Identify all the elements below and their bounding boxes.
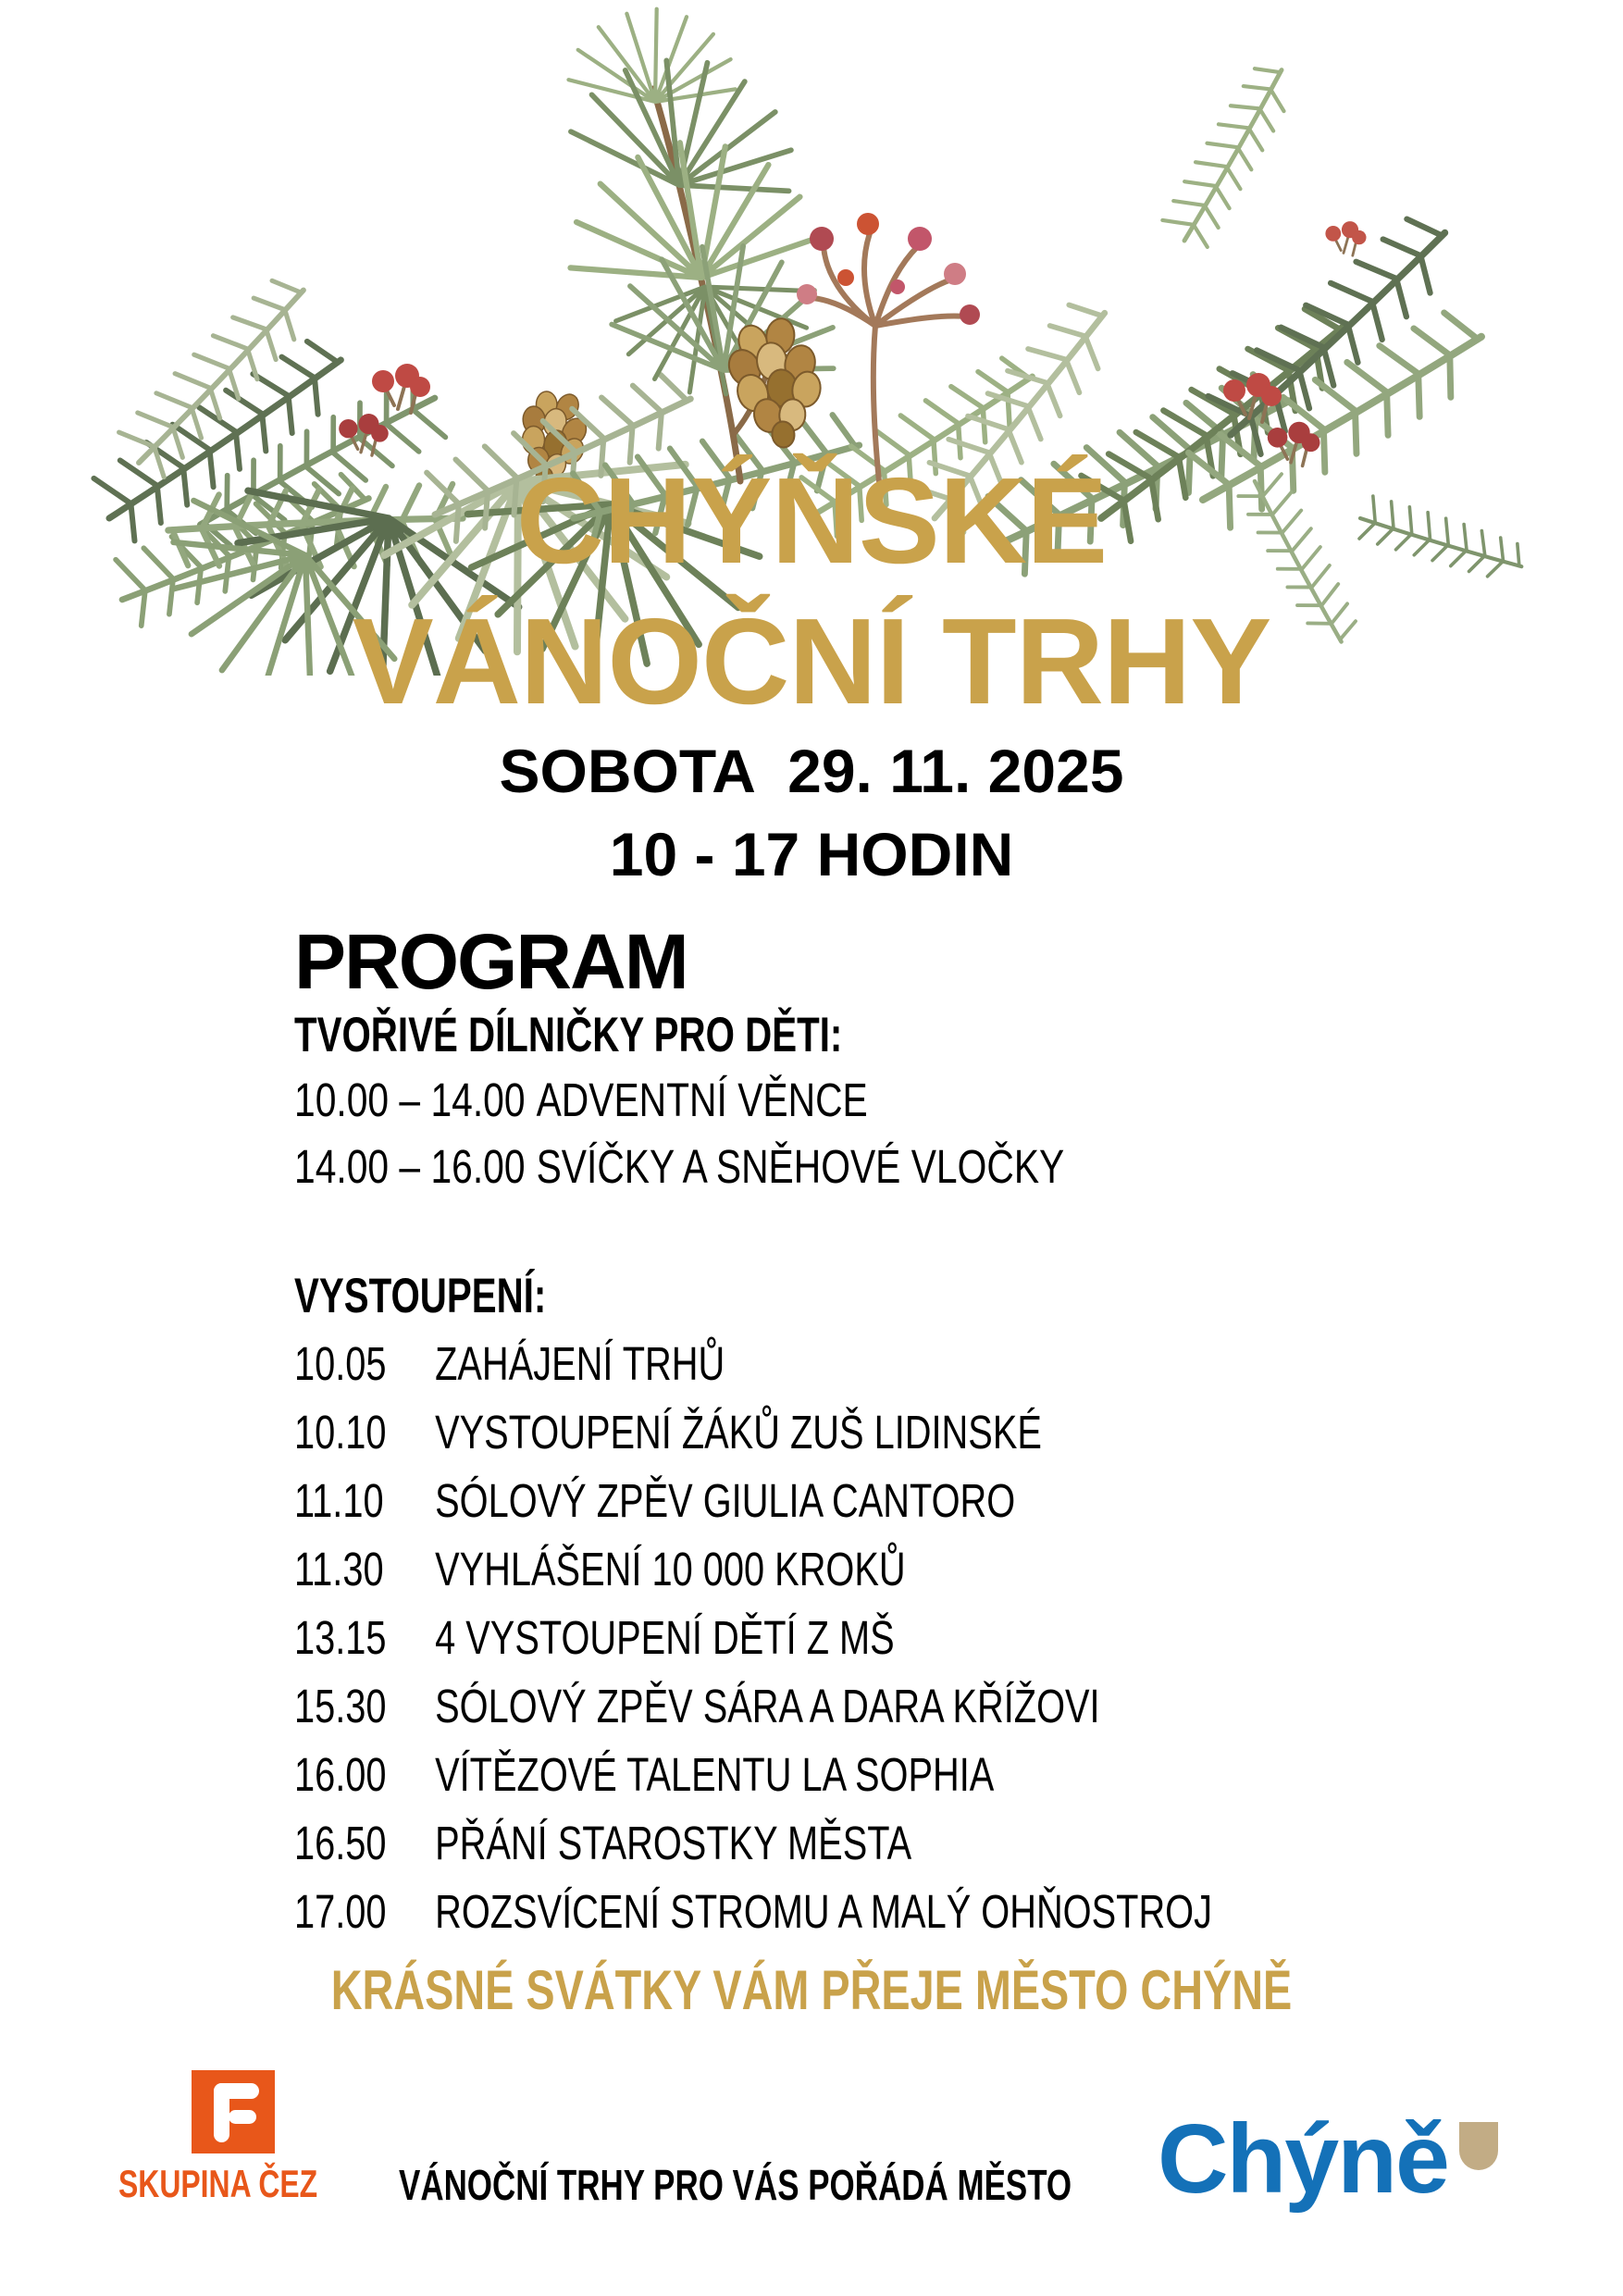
greeting-line: KRÁSNÉ SVÁTKY VÁM PŘEJE MĚSTO CHÝNĚ: [330, 1959, 1293, 2021]
event-hours: 10 - 17 HODIN: [609, 820, 1014, 888]
title-line-1: CHÝŇSKÉ: [515, 453, 1108, 589]
performance-activity: 4 VYSTOUPENÍ DĚTÍ Z MŠ: [435, 1611, 895, 1664]
performance-time: 10.05: [294, 1337, 387, 1390]
cez-group-label: SKUPINA ČEZ: [118, 2162, 318, 2205]
performance-row: [294, 1672, 1212, 1741]
performance-time: 15.30: [294, 1680, 387, 1732]
performance-activity: SÓLOVÝ ZPĚV SÁRA A DARA KŘÍŽOVI: [435, 1680, 1100, 1732]
performance-activity: ZAHÁJENÍ TRHŮ: [435, 1337, 725, 1390]
performance-row: [294, 1535, 1212, 1604]
performance-row: [294, 1467, 1212, 1535]
poster-title: [0, 451, 1623, 732]
performance-activity: VÍTĚZOVÉ TALENTU LA SOPHIA: [435, 1748, 995, 1801]
performance-activity: VYSTOUPENÍ ŽÁKŮ ZUŠ LIDINSKÉ: [435, 1406, 1042, 1458]
organizer-line: VÁNOČNÍ TRHY PRO VÁS POŘÁDÁ MĚSTO: [399, 2161, 1072, 2209]
workshop-time: 10.00 – 14.00: [294, 1074, 526, 1126]
pine-needle-tuft: [569, 9, 736, 102]
chyne-logo-text: Chýně: [1158, 2104, 1448, 2214]
workshops-heading: TVOŘIVÉ DÍLNIČKY PRO DĚTI:: [294, 1008, 843, 1062]
performance-time: 16.50: [294, 1817, 387, 1869]
workshop-item: [294, 1134, 1064, 1200]
title-line-2: VÁNOČNÍ TRHY: [352, 593, 1271, 729]
workshops-list: [294, 1067, 1257, 1200]
performance-activity: PŘÁNÍ STAROSTKY MĚSTA: [435, 1817, 912, 1869]
performance-row: [294, 1398, 1212, 1467]
performance-time: 11.30: [294, 1543, 384, 1595]
fir-branch: [1145, 56, 1321, 254]
performance-time: 17.00: [294, 1885, 387, 1938]
workshop-activity: ADVENTNÍ VĚNCE: [536, 1074, 868, 1126]
performance-time: 11.10: [294, 1474, 384, 1527]
performance-time: 16.00: [294, 1748, 387, 1801]
cez-logo: [192, 2070, 275, 2153]
red-berries: [1325, 221, 1366, 255]
performance-row: [294, 1330, 1212, 1398]
performance-time: 13.15: [294, 1611, 387, 1664]
chyne-shield-icon: [1459, 2122, 1498, 2170]
performances-heading: VYSTOUPENÍ:: [294, 1269, 547, 1323]
workshop-time: 14.00 – 16.00: [294, 1140, 526, 1193]
performance-time: 10.10: [294, 1406, 387, 1458]
performance-row: [294, 1809, 1212, 1878]
performance-row: [294, 1741, 1212, 1809]
workshop-activity: SVÍČKY A SNĚHOVÉ VLOČKY: [536, 1140, 1065, 1193]
performances-list: [294, 1330, 1471, 1946]
performance-activity: ROZSVÍCENÍ STROMU A MALÝ OHŇOSTROJ: [435, 1885, 1213, 1938]
chyne-town-logo: [1158, 2104, 1498, 2215]
performance-row: [294, 1878, 1212, 1946]
event-date-block: [0, 729, 1623, 896]
performance-row: [294, 1604, 1212, 1672]
program-heading: PROGRAM: [294, 918, 688, 1005]
performance-activity: VYHLÁŠENÍ 10 000 KROKŮ: [435, 1543, 906, 1595]
performance-activity: SÓLOVÝ ZPĚV GIULIA CANTORO: [435, 1474, 1016, 1527]
workshop-item: [294, 1067, 1064, 1134]
event-date: SOBOTA 29. 11. 2025: [499, 737, 1124, 805]
